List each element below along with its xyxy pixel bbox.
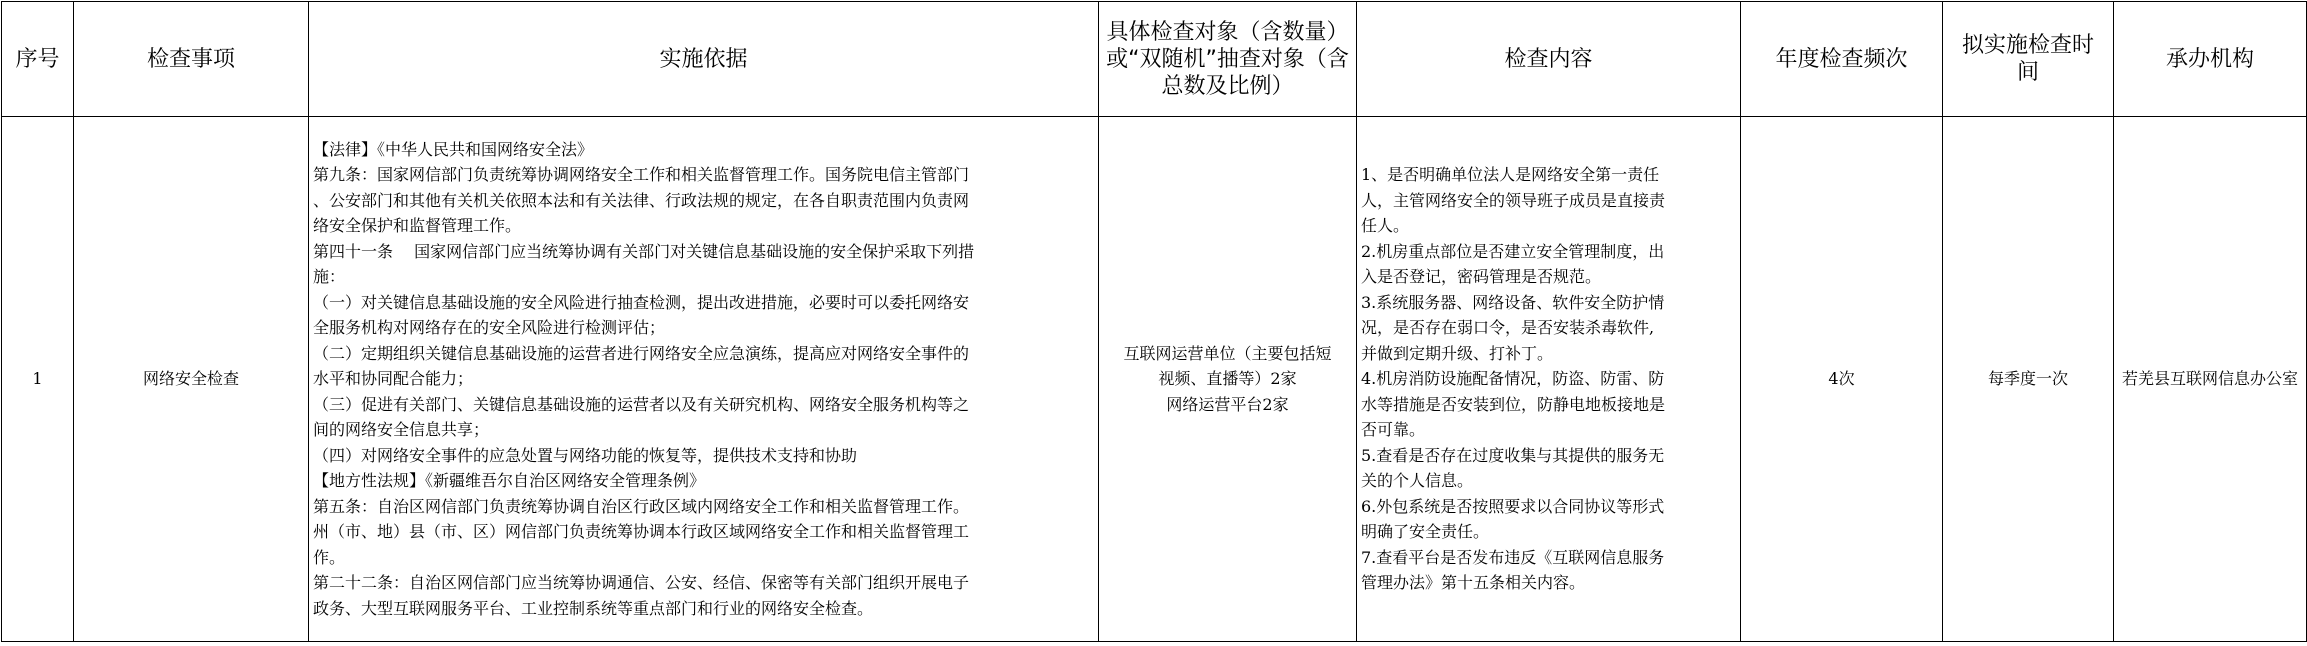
content-line: 明确了安全责任。 [1361, 522, 1490, 542]
objects-line: 网络运营平台2家 [1166, 394, 1289, 414]
header-agency: 承办机构 [2114, 2, 2307, 117]
basis-line: （四）对网络安全事件的应急处置与网络功能的恢复等，提供技术支持和协助 [313, 445, 858, 465]
header-content: 检查内容 [1357, 2, 1741, 117]
content-line: 管理办法》第十五条相关内容。 [1361, 573, 1586, 593]
cell-item: 网络安全检查 [74, 117, 309, 642]
basis-line: 络安全保护和监督管理工作。 [313, 216, 522, 236]
content-line: 任人。 [1361, 216, 1410, 236]
content-line: 6.外包系统是否按照要求以合同协议等形式 [1361, 496, 1665, 516]
agency-text: 若羌县互联网信息办公室 [2122, 369, 2299, 389]
cell-seq: 1 [2, 117, 74, 642]
header-time: 拟实施检查时间 [1943, 2, 2114, 117]
cell-content [1357, 117, 1741, 642]
basis-line: 间的网络安全信息共享； [313, 420, 490, 440]
content-line: 5.查看是否存在过度收集与其提供的服务无 [1361, 445, 1665, 465]
content-line: 入是否登记，密码管理是否规范。 [1361, 267, 1602, 287]
basis-line: 第四十一条 国家网信部门应当统筹协调有关部门对关键信息基础设施的安全保护采取下列措 [313, 241, 975, 261]
basis-line: （二）定期组织关键信息基础设施的运营者进行网络安全应急演练，提高应对网络安全事件的 [313, 343, 970, 363]
header-item: 检查事项 [74, 2, 309, 117]
header-basis: 实施依据 [309, 2, 1099, 117]
objects-line: 互联网运营单位（主要包括短 [1123, 343, 1332, 363]
basis-line: （一）对关键信息基础设施的安全风险进行抽查检测，提出改进措施，必要时可以委托网络安 [313, 292, 970, 312]
basis-line: 第九条：国家网信部门负责统筹协调网络安全工作和相关监督管理工作。国务院电信主管部门 [313, 165, 970, 185]
content-line: 否可靠。 [1361, 420, 1426, 440]
content-line: 3.系统服务器、网络设备、软件安全防护情 [1361, 292, 1665, 312]
basis-line: 第二十二条：自治区网信部门应当统筹协调通信、公安、经信、保密等有关部门组织开展电子 [313, 573, 970, 593]
basis-line: 作。 [313, 547, 346, 567]
header-frequency: 年度检查频次 [1741, 2, 1943, 117]
content-line: 水等措施是否安装到位，防静电地板接地是 [1361, 394, 1666, 414]
cell-basis [309, 117, 1099, 642]
content-line: 1、是否明确单位法人是网络安全第一责任 [1361, 165, 1660, 185]
header-row [2, 2, 2307, 117]
content-line: 并做到定期升级、打补丁。 [1361, 343, 1554, 363]
basis-line: 水平和协同配合能力； [313, 369, 474, 389]
header-seq: 序号 [2, 2, 74, 117]
content-line: 人，主管网络安全的领导班子成员是直接责 [1361, 190, 1666, 210]
basis-line: 【法律】《中华人民共和国网络安全法》 [313, 139, 594, 159]
basis-line: 【地方性法规】《新疆维吾尔自治区网络安全管理条例》 [313, 471, 706, 491]
basis-line: 政务、大型互联网服务平台、工业控制系统等重点部门和行业的网络安全检查。 [313, 598, 874, 618]
objects-line: 视频、直播等）2家 [1158, 369, 1297, 389]
inspection-table [1, 1, 2307, 642]
cell-time: 每季度一次 [1943, 117, 2114, 642]
cell-objects [1099, 117, 1357, 642]
basis-line: 州（市、地）县（市、区）网信部门负责统筹协调本行政区域网络安全工作和相关监督管理工 [313, 522, 970, 542]
cell-frequency: 4次 [1741, 117, 1943, 642]
basis-line: （三）促进有关部门、关键信息基础设施的运营者以及有关研究机构、网络安全服务机构等之 [313, 394, 970, 414]
table-row [2, 117, 2307, 642]
basis-line: 第五条：自治区网信部门负责统筹协调自治区行政区域内网络安全工作和相关监督管理工作。 [313, 496, 970, 516]
content-line: 况，是否存在弱口令，是否安装杀毒软件, [1361, 318, 1655, 338]
cell-agency [2114, 117, 2307, 642]
basis-line: 施： [313, 267, 346, 287]
basis-line: 全服务机构对网络存在的安全风险进行检测评估； [313, 318, 666, 338]
content-line: 4.机房消防设施配备情况，防盗、防雷、防 [1361, 369, 1665, 389]
header-objects: 具体检查对象（含数量）或“双随机”抽查对象（含总数及比例） [1099, 2, 1357, 117]
basis-line: 、公安部门和其他有关机关依照本法和有关法律、行政法规的规定，在各自职责范围内负责网 [313, 190, 970, 210]
content-line: 7.查看平台是否发布违反《互联网信息服务 [1361, 547, 1665, 567]
content-line: 关的个人信息。 [1361, 471, 1474, 491]
content-line: 2.机房重点部位是否建立安全管理制度，出 [1361, 241, 1665, 261]
